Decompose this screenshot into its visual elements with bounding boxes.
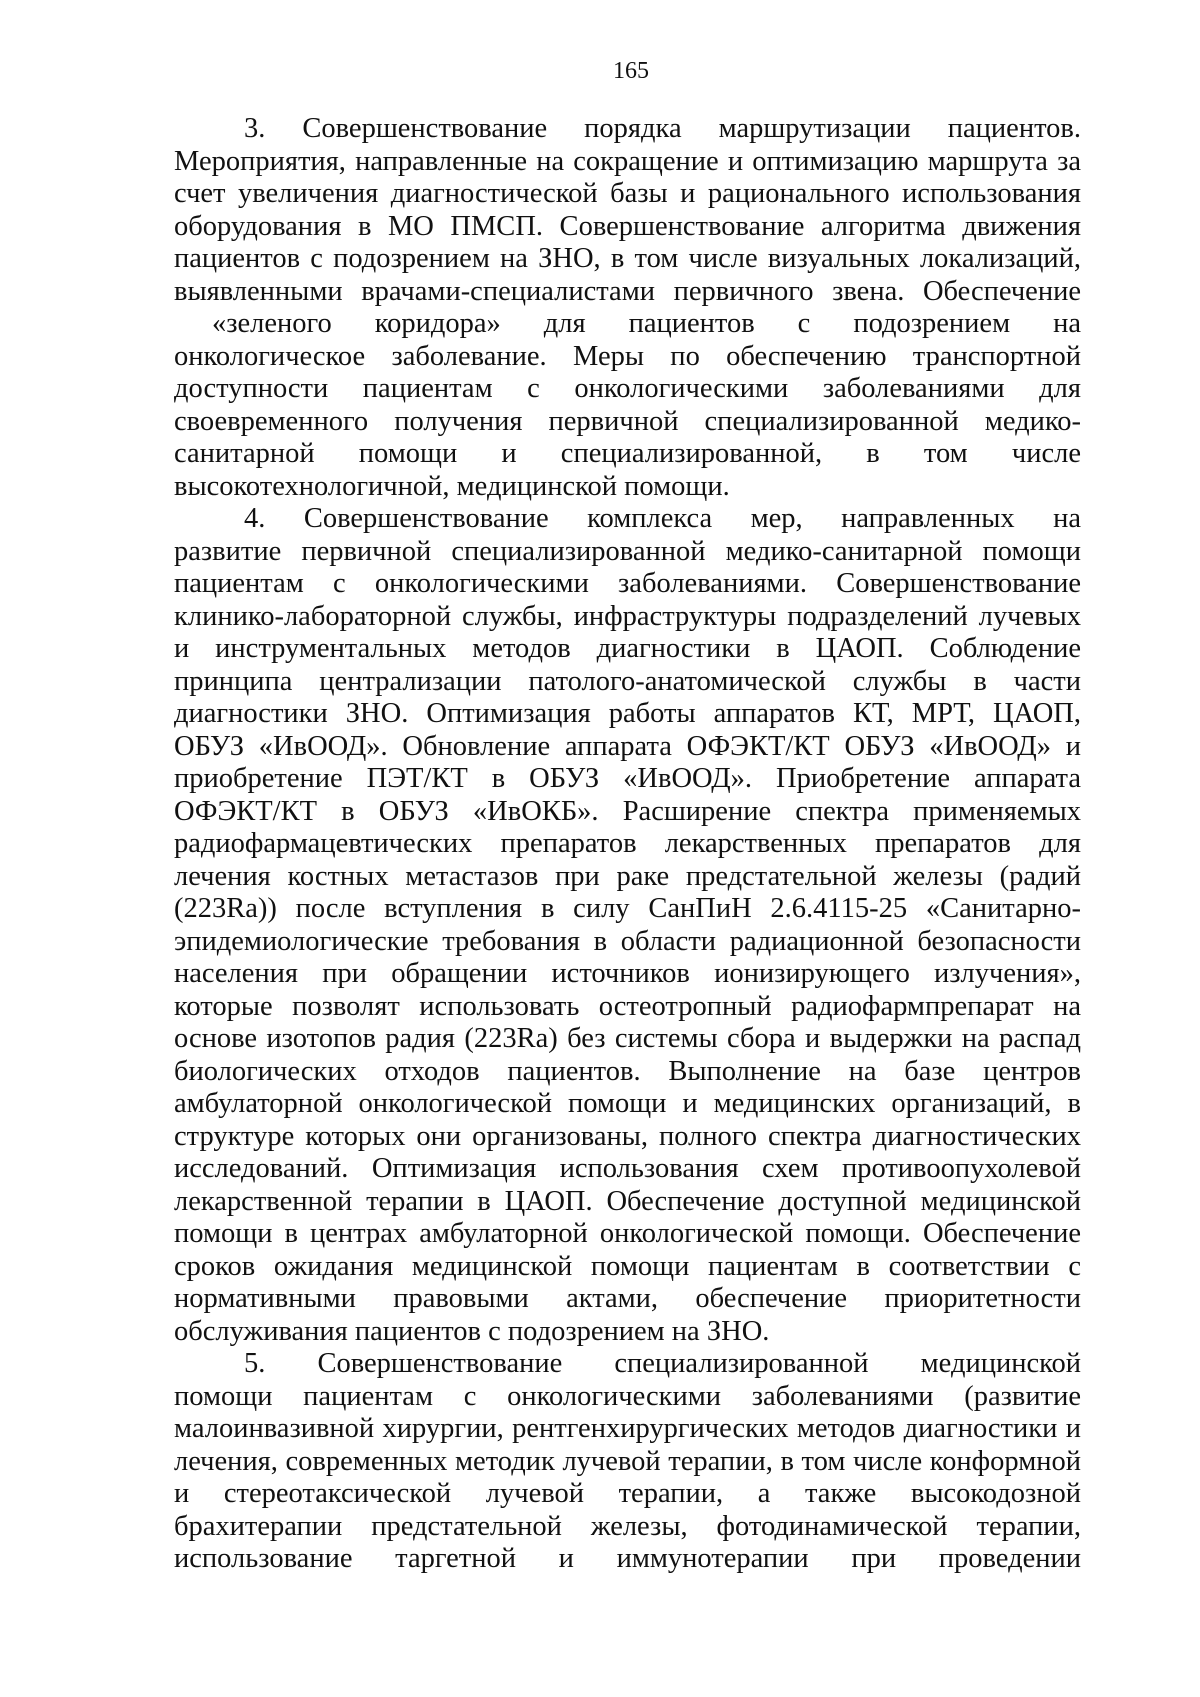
text-line: использование таргетной и иммунотерапии при проведении (174, 1543, 1081, 1574)
text-line: развитие первичной специализированной медико-санитарной помощи (174, 535, 1081, 567)
text-line: пациентов с подозрением на ЗНО, в том числе визуальных локализаций, (174, 243, 1081, 274)
text-line: пациентам с онкологическими заболеваниями. Совершенствование (174, 568, 1081, 599)
text-line: доступности пациентам с онкологическими заболеваниями для (174, 373, 1081, 404)
text-line: радиофармацевтических препаратов лекарственных препаратов для (174, 828, 1081, 859)
text-line: помощи в центрах амбулаторной онкологической помощи. Обеспечение (174, 1218, 1081, 1249)
text-line: лекарственной терапии в ЦАОП. Обеспечение доступной медицинской (174, 1185, 1081, 1217)
text-line: 4. Совершенствование комплекса мер, направленных на (244, 503, 1081, 534)
text-line: ОФЭКТ/КТ в ОБУЗ «ИвОКБ». Расширение спектра применяемых (174, 795, 1081, 827)
text-line: исследований. Оптимизация использования схем противоопухолевой (174, 1153, 1081, 1184)
page-number: 165 (613, 58, 649, 84)
text-line: помощи пациентам с онкологическими заболеваниями (развитие (174, 1380, 1081, 1412)
document-body (174, 113, 1081, 1576)
text-line: населения при обращении источников ионизирующего излучения», (174, 958, 1081, 989)
text-line: клинико-лабораторной службы, инфраструктуры подразделений лучевых (174, 600, 1081, 632)
text-line: счет увеличения диагностической базы и рационального использования (174, 178, 1081, 209)
text-line: принципа централизации патолого-анатомической службы в части (174, 665, 1081, 697)
text-line: и стереотаксической лучевой терапии, а также высокодозной (174, 1478, 1081, 1509)
text-line: 3. Совершенствование порядка маршрутизации пациентов. (244, 113, 1081, 144)
text-line: диагностики ЗНО. Оптимизация работы аппаратов КТ, МРТ, ЦАОП, (174, 698, 1081, 729)
text-line: приобретение ПЭТ/КТ в ОБУЗ «ИвООД». Приобретение аппарата (174, 763, 1081, 794)
text-line: Мероприятия, направленные на сокращение и оптимизацию маршрута за (174, 145, 1081, 177)
text-line: «зеленого коридора» для пациентов с подозрением на (212, 308, 1081, 339)
text-line: лечения, современных методик лучевой терапии, в том числе конформной (174, 1445, 1081, 1477)
text-line: биологических отходов пациентов. Выполнение на базе центров (174, 1055, 1081, 1087)
text-line: структуре которых они организованы, полного спектра диагностических (174, 1120, 1081, 1152)
text-line: (223Ra)) после вступления в силу СанПиН 2.6.4115-25 «Санитарно- (174, 893, 1081, 924)
text-line: оборудования в МО ПМСП. Совершенствование алгоритма движения (174, 210, 1081, 242)
text-line: нормативными правовыми актами, обеспечение приоритетности (174, 1283, 1081, 1314)
text-line: выявленными врачами-специалистами первичного звена. Обеспечение (174, 275, 1081, 307)
text-line: санитарной помощи и специализированной, в том числе (174, 438, 1081, 469)
text-line: которые позволят использовать остеотропный радиофармпрепарат на (174, 990, 1081, 1022)
text-line: лечения костных метастазов при раке предстательной железы (радий (174, 860, 1081, 892)
text-line: малоинвазивной хирургии, рентгенхирургических методов диагностики и (174, 1413, 1081, 1444)
text-line: основе изотопов радия (223Ra) без системы сбора и выдержки на распад (174, 1023, 1081, 1054)
text-line: 5. Совершенствование специализированной медицинской (244, 1348, 1081, 1379)
text-line: высокотехнологичной, медицинской помощи. (174, 470, 730, 502)
text-line: сроков ожидания медицинской помощи пациентам в соответствии с (174, 1250, 1081, 1282)
text-line: эпидемиологические требования в области радиационной безопасности (174, 925, 1081, 957)
text-line: онкологическое заболевание. Меры по обеспечению транспортной (174, 340, 1081, 372)
text-line: и инструментальных методов диагностики в ЦАОП. Соблюдение (174, 633, 1081, 664)
text-line: амбулаторной онкологической помощи и медицинских организаций, в (174, 1088, 1081, 1119)
text-line: брахитерапии предстательной железы, фотодинамической терапии, (174, 1510, 1081, 1542)
text-line: ОБУЗ «ИвООД». Обновление аппарата ОФЭКТ/КТ ОБУЗ «ИвООД» и (174, 730, 1081, 762)
text-line: обслуживания пациентов с подозрением на ЗНО. (174, 1315, 770, 1347)
text-line: своевременного получения первичной специализированной медико- (174, 405, 1081, 437)
